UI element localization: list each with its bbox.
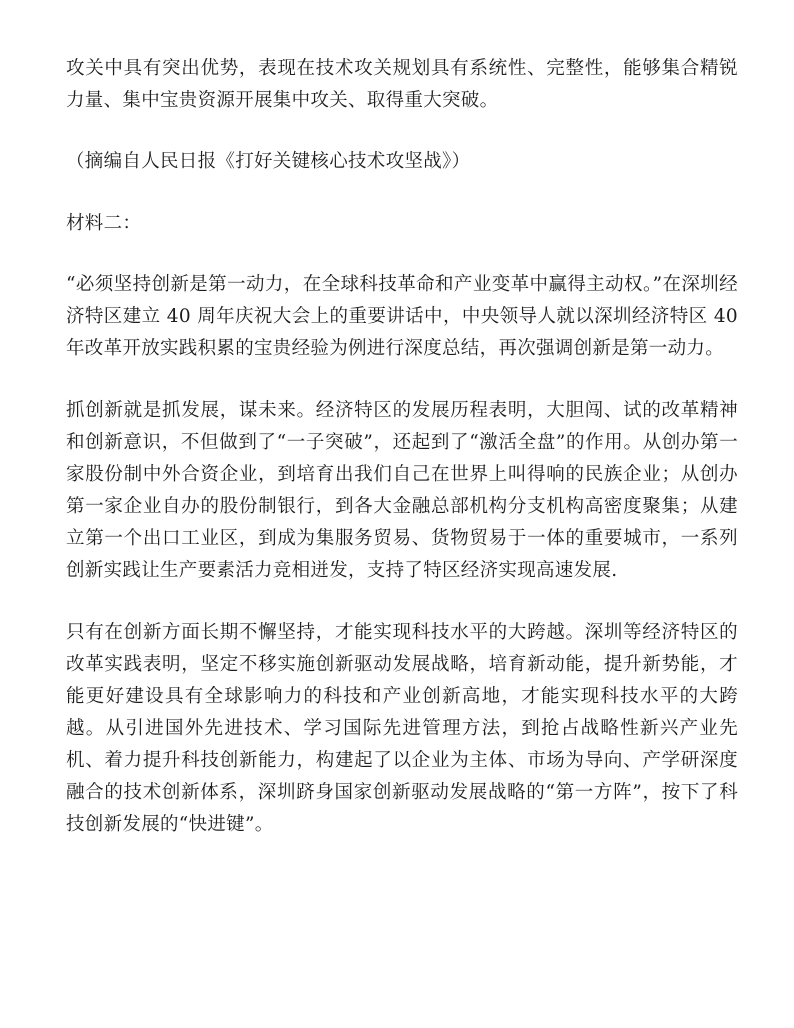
document-body <box>66 53 738 841</box>
paragraph-innovation-quote: “必须坚持创新是第一动力，在全球科技革命和产业变革中赢得主动权。”在深圳经济特区建立 40 周年庆祝大会上的重要讲话中，中央领导人就以深圳经济特区 40 年改革开放实践积累的宝贵经验为例进行深度总结，再次强调创新是第一动力。 <box>66 274 738 359</box>
source-citation: （摘编自人民日报《打好关键核心技术攻坚战》） <box>66 151 471 172</box>
paragraph-advantage: 攻关中具有突出优势，表现在技术攻关规划具有系统性、完整性，能够集合精锐力量、集中宝贵资源开展集中攻关、取得重大突破。 <box>66 58 738 111</box>
paragraph-innovation-development: 抓创新就是抓发展，谋未来。经济特区的发展历程表明，大胆闯、试的改革精神和创新意识，不但做到了“一子突破”，还起到了“激活全盘”的作用。从创办第一家股份制中外合资企业，到培育出我们自己在世界上叫得响的民族企业；从创办第一家企业自办的股份制银行，到各大金融总部机构分支机构高密度聚集；从建立第一个出口工业区，到成为集服务贸易、货物贸易于一体的重要城市，一系列创新实践让生产要素活力竞相迸发，支持了特区经济实现高速发展. <box>66 400 738 581</box>
paragraph-tech-leap: 只有在创新方面长期不懈坚持，才能实现科技水平的大跨越。深圳等经济特区的改革实践表明，坚定不移实施创新驱动发展战略，培育新动能，提升新势能，才能更好建设具有全球影响力的科技和产业创新高地，才能实现科技水平的大跨越。从引进国外先进技术、学习国际先进管理方法，到抢占战略性新兴产业先机、着力提升科技创新能力，构建起了以企业为主体、市场为导向、产学研深度融合的技术创新体系，深圳跻身国家创新驱动发展战略的“第一方阵”，按下了科技创新发展的“快进键”。 <box>66 622 738 835</box>
material-two-heading: 材料二： <box>66 213 142 234</box>
